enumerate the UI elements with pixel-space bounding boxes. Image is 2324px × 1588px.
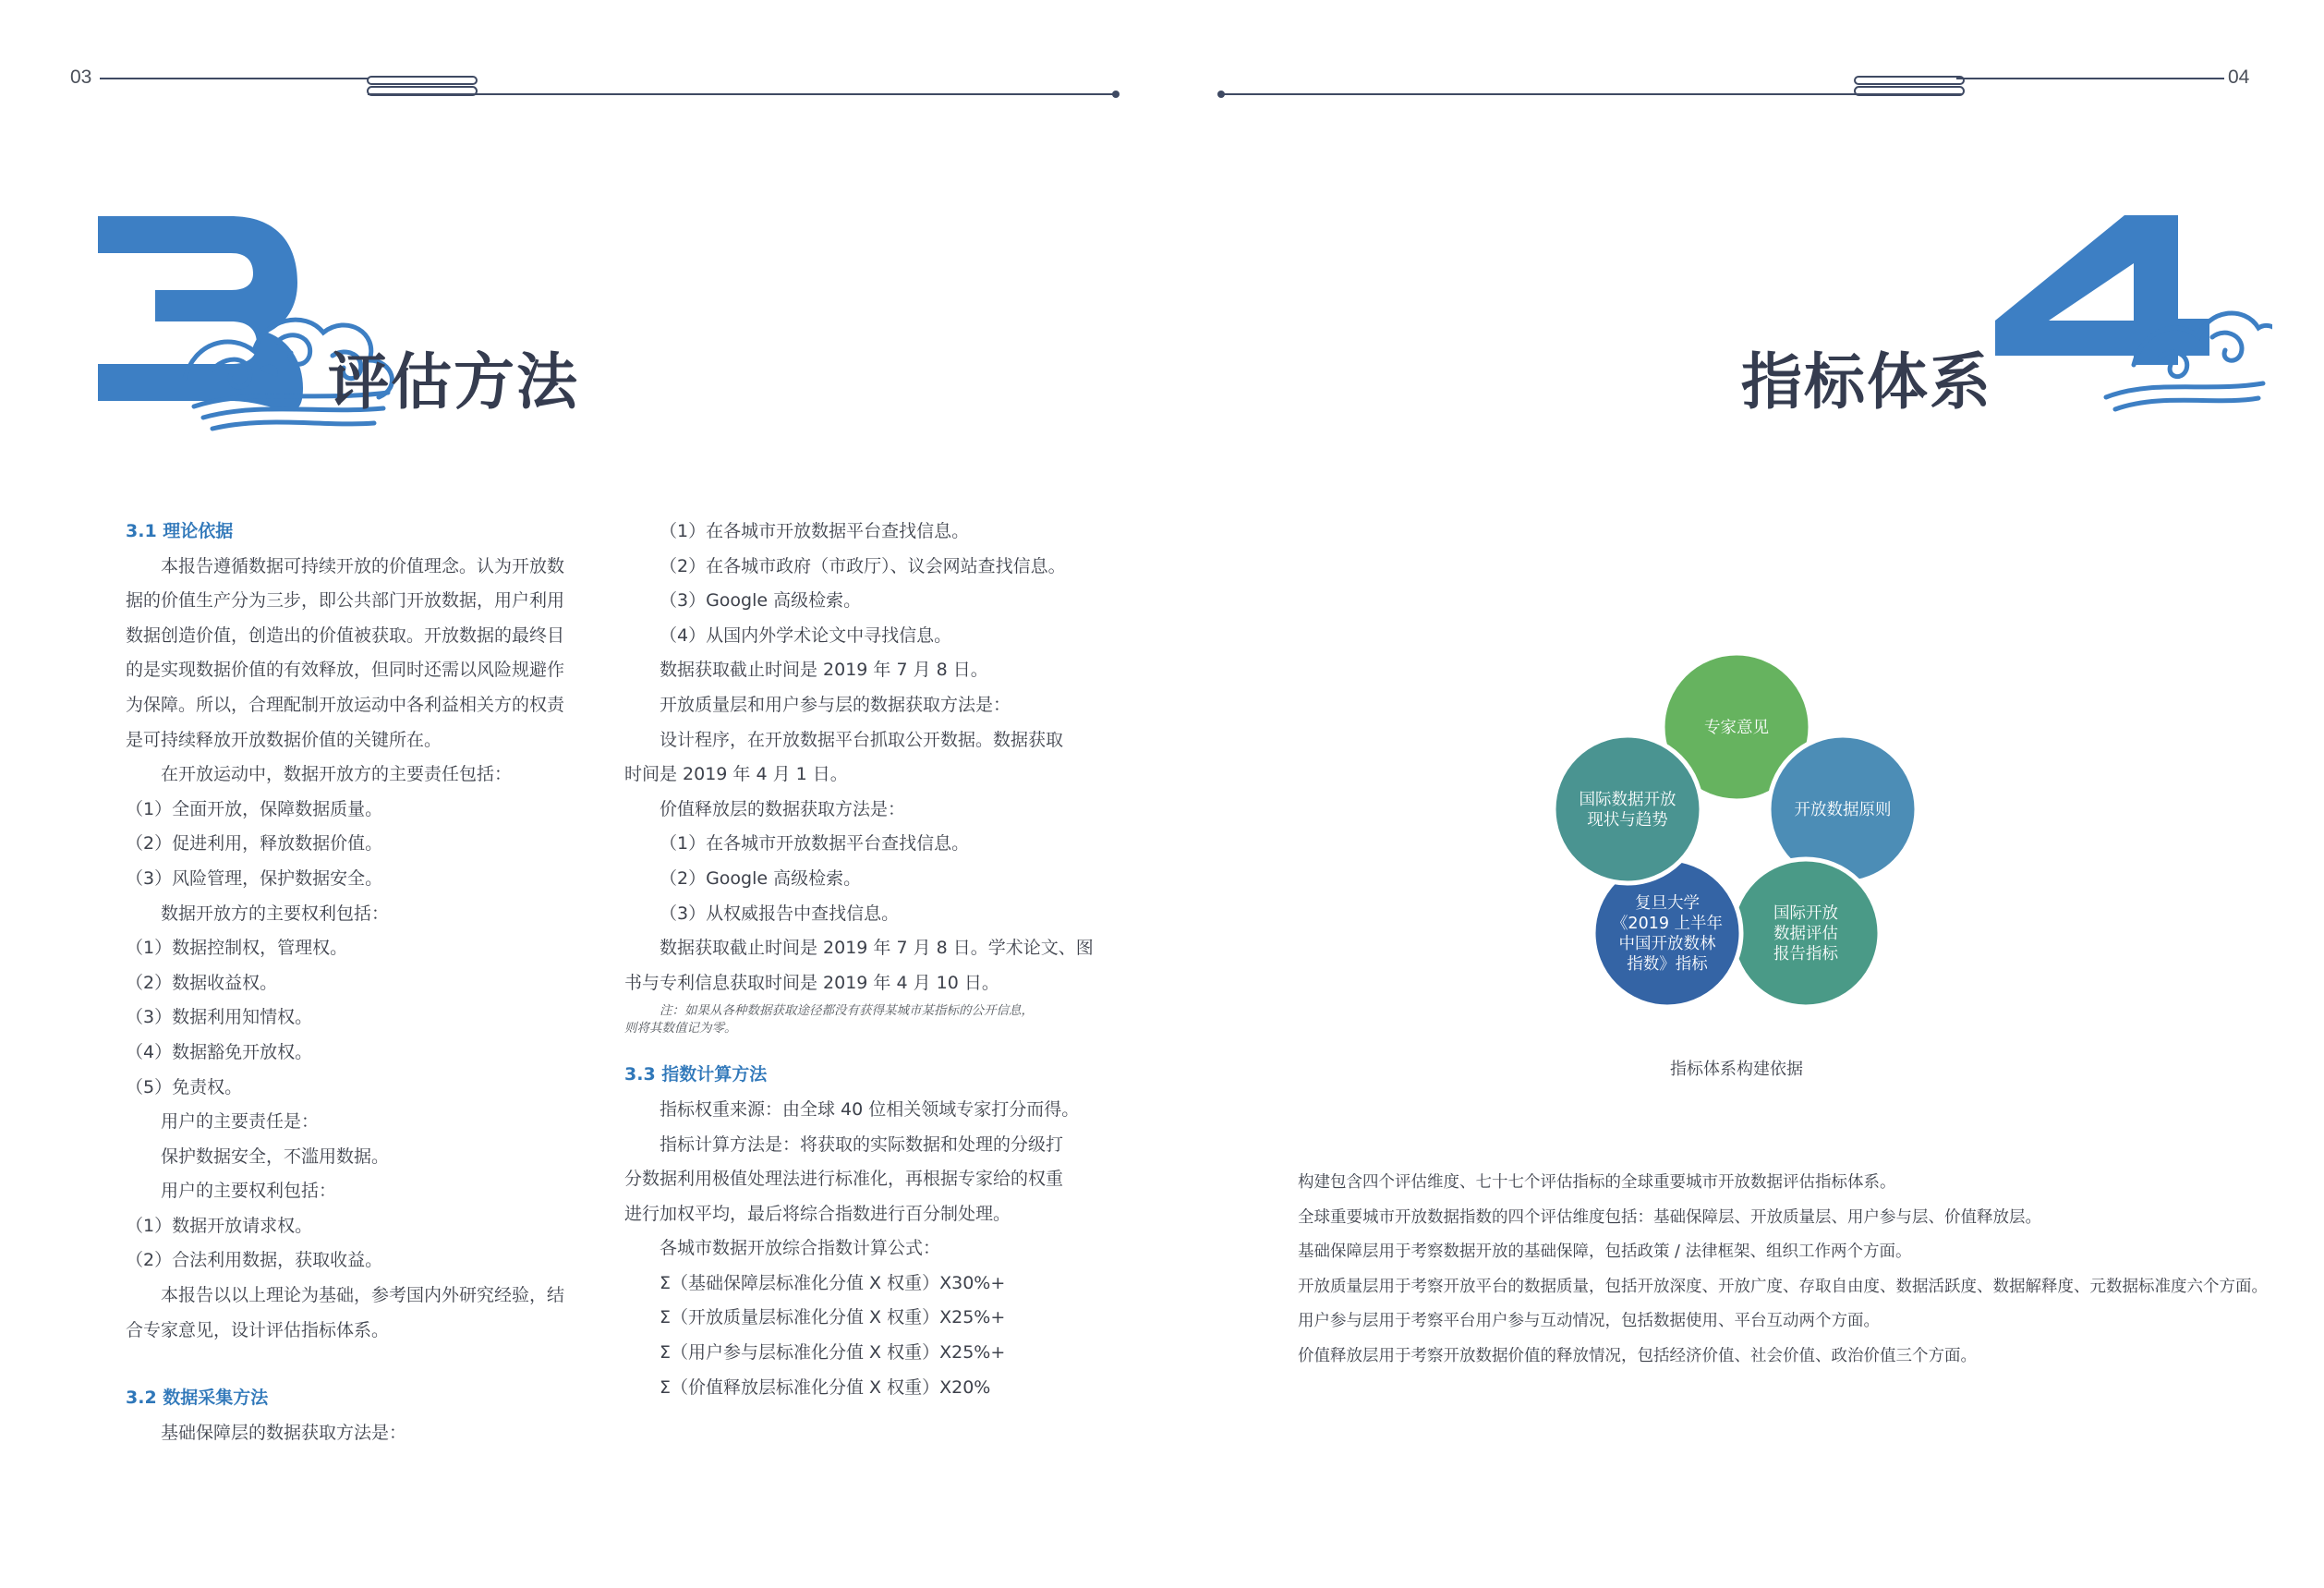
paragraph-line: 进行加权平均，最后将综合指数进行百分制处理。 (624, 1203, 1011, 1224)
list-item: （1）数据开放请求权。 (126, 1215, 313, 1236)
paragraph-line: 书与专利信息获取时间是 2019 年 4 月 10 日。 (624, 972, 999, 993)
list-item: （2）在各城市政府（市政厅）、议会网站查找信息。 (660, 555, 1066, 576)
footnote-line: 则将其数值记为零。 (624, 1021, 737, 1036)
list-item: 用户的主要权利包括： (161, 1181, 337, 1202)
list-item: （1）在各城市开放数据平台查找信息。 (660, 521, 970, 541)
list-item: （2）促进利用，释放数据价值。 (126, 833, 383, 855)
diagram-circle-label: 开放数据原则 (1794, 801, 1892, 819)
list-item: （3）从权威报告中查找信息。 (660, 903, 900, 924)
paragraph-line: 分数据利用极值处理法进行标准化，再根据专家给的权重 (624, 1169, 1064, 1190)
page-number-left: 03 (70, 67, 92, 88)
diagram-circle-label: 国际数据开放 (1579, 791, 1676, 809)
page-number-right: 04 (2228, 67, 2250, 88)
formula-line: Σ（开放质量层标准化分值 X 权重）X25%+ (660, 1307, 1006, 1328)
paragraph-line: 本报告以以上理论为基础，参考国内外研究经验，结 (161, 1285, 565, 1306)
list-item: （3）数据利用知情权。 (126, 1007, 313, 1028)
paragraph-line: 基础保障层的数据获取方法是： (161, 1422, 407, 1443)
paragraph-line: 构建包含四个评估维度、七十七个评估指标的全球重要城市开放数据评估指标体系。 (1298, 1173, 1896, 1192)
diagram-circle-label: 指数》指标 (1627, 955, 1708, 974)
list-item: （4）从国内外学术论文中寻找信息。 (660, 624, 952, 646)
chapter-4-title: 指标体系 (1741, 345, 1992, 418)
list-item: （2）合法利用数据，获取收益。 (126, 1250, 383, 1271)
diagram-circle-label: 专家意见 (1704, 719, 1769, 737)
list-item: （3）风险管理，保护数据安全。 (126, 867, 383, 889)
list-item: （1）全面开放，保障数据质量。 (126, 798, 383, 819)
paragraph-line: 价值释放层用于考察开放数据价值的释放情况，包括经济价值、社会价值、政治价值三个方面。 (1298, 1346, 1977, 1365)
diagram-circle-label: 数据评估 (1773, 925, 1838, 943)
diagram-caption: 指标体系构建依据 (1670, 1060, 1803, 1079)
diagram-circle (1732, 859, 1880, 1007)
paragraph-line: 用户参与层用于考察平台用户参与互动情况，包括数据使用、平台互动两个方面。 (1298, 1312, 1880, 1330)
footnote-line: 注：如果从各种数据获取途径都没有获得某城市某指标的公开信息， (660, 1003, 1034, 1019)
list-item: （4）数据豁免开放权。 (126, 1041, 313, 1062)
diagram-circle-label: 复旦大学 (1635, 894, 1700, 913)
list-item: （1）数据控制权，管理权。 (126, 938, 348, 959)
diagram-circle-label: 报告指标 (1773, 945, 1838, 964)
list-item: 数据开放方的主要权利包括： (161, 903, 390, 924)
diagram-circle-label: 中国开放数林 (1618, 935, 1716, 953)
list-item: （2）数据收益权。 (126, 972, 278, 993)
chapter-3-title: 评估方法 (328, 345, 579, 418)
diagram-circle (1554, 735, 1701, 883)
diagram-circle-label: 国际开放 (1773, 904, 1838, 923)
paragraph-line: 数据创造价值，创造出的价值被获取。开放数据的最终目 (126, 624, 565, 646)
section-heading-3-1: 3.1 理论依据 (126, 521, 234, 541)
formula-line: 各城市数据开放综合指数计算公式： (660, 1238, 941, 1259)
paragraph-line: 设计程序，在开放数据平台抓取公开数据。数据获取 (660, 729, 1064, 750)
diagram-circle-label: 《2019 上半年 (1611, 915, 1724, 933)
paragraph-line: 全球重要城市开放数据指数的四个评估维度包括：基础保障层、开放质量层、用户参与层、价值释放层。 (1298, 1207, 2041, 1227)
paragraph-line: 本报告遵循数据可持续开放的价值理念。认为开放数 (161, 555, 565, 576)
list-item: 用户的主要责任是： (161, 1111, 320, 1133)
list-item: 数据获取截止时间是 2019 年 7 月 8 日。 (660, 660, 988, 681)
paragraph-line: 的是实现数据价值的有效释放，但同时还需以风险规避作 (126, 660, 565, 681)
paragraph-line: 是可持续释放开放数据价值的关键所在。 (126, 729, 442, 750)
list-item: （1）在各城市开放数据平台查找信息。 (660, 833, 970, 855)
section-heading-3-2: 3.2 数据采集方法 (126, 1388, 269, 1409)
diagram-circle-shape (1554, 735, 1701, 883)
paragraph-line: 开放质量层用于考察开放平台的数据质量，包括开放深度、开放广度、存取自由度、数据活跃度、数据解释度、元数据标准度六个方面。 (1298, 1277, 2268, 1296)
formula-line: Σ（基础保障层标准化分值 X 权重）X30%+ (660, 1272, 1006, 1293)
list-item: （5）免责权。 (126, 1076, 243, 1097)
list-item: 在开放运动中，数据开放方的主要责任包括： (161, 764, 513, 785)
diagram-circle-label: 现状与趋势 (1587, 811, 1668, 830)
paragraph-line: 时间是 2019 年 4 月 1 日。 (624, 764, 848, 785)
list-item: （2）Google 高级检索。 (660, 867, 862, 889)
paragraph-line: 指标权重来源：由全球 40 位相关领域专家打分而得。 (660, 1098, 1080, 1120)
list-item: 保护数据安全，不滥用数据。 (161, 1146, 390, 1167)
formula-line: Σ（价值释放层标准化分值 X 权重）X20% (660, 1376, 991, 1398)
list-item: （3）Google 高级检索。 (660, 590, 862, 612)
paragraph-line: 据的价值生产分为三步，即公共部门开放数据，用户利用 (126, 590, 565, 612)
formula-line: Σ（用户参与层标准化分值 X 权重）X25%+ (660, 1342, 1006, 1364)
section-heading-3-3: 3.3 指数计算方法 (624, 1064, 768, 1085)
paragraph-line: 合专家意见，设计评估指标体系。 (126, 1319, 390, 1340)
paragraph-line: 为保障。所以，合理配制开放运动中各利益相关方的权责 (126, 694, 565, 715)
paragraph-line: 数据获取截止时间是 2019 年 7 月 8 日。学术论文、图 (660, 938, 1094, 959)
right-page-body (1298, 1166, 2268, 1374)
list-item: 价值释放层的数据获取方法是： (660, 798, 906, 819)
paragraph-line: 基础保障层用于考察数据开放的基础保障，包括政策 / 法律框架、组织工作两个方面。 (1298, 1243, 1912, 1261)
list-item: 开放质量层和用户参与层的数据获取方法是： (660, 694, 1011, 715)
paragraph-line: 指标计算方法是：将获取的实际数据和处理的分级打 (660, 1133, 1064, 1155)
